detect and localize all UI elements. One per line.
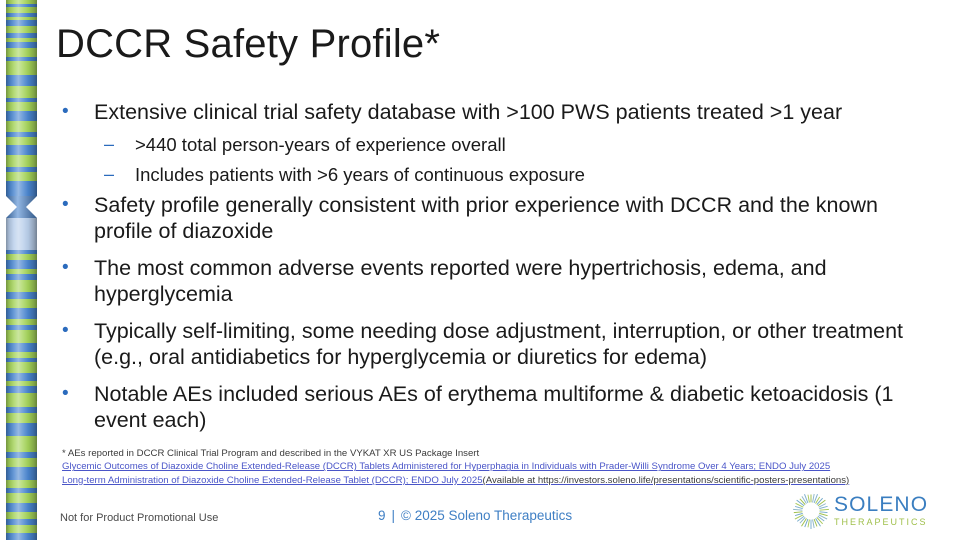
reference-link-1[interactable]: Glycemic Outcomes of Diazoxide Choline Extended-Release (DCCR) Tablets Administered for Hyperphagia in Individuals with Prader-Willi Syndrome Over 4 Years; ENDO July 2025: [62, 461, 831, 473]
accent-bar-stripe: [6, 330, 37, 343]
availability-text: (Available at https://investors.soleno.life/presentations/scientific-posters-presentations): [482, 474, 850, 486]
sub-bullet-item: [56, 132, 908, 157]
notch-wedge-left: [6, 196, 17, 218]
accent-bar-stripe: [6, 155, 37, 167]
accent-bar-stripe: [6, 393, 37, 407]
footnotes-block: [62, 447, 952, 487]
accent-bar-stripe: [6, 137, 37, 145]
soleno-sunburst-mark: [793, 493, 829, 529]
accent-bar-stripe: [6, 503, 37, 512]
page-number: 9: [378, 508, 386, 523]
bullet-list: [56, 99, 908, 444]
footer-copyright: © 2025 Soleno Therapeutics: [401, 508, 573, 523]
accent-bar-stripe: [6, 260, 37, 269]
footer-disclaimer: Not for Product Promotional Use: [60, 512, 219, 524]
accent-bar-stripe: [6, 373, 37, 381]
bullet-item: [56, 318, 908, 370]
logo-sub-text: THERAPEUTICS: [834, 517, 928, 527]
accent-bar-stripe: [6, 299, 37, 308]
accent-bar-stripe: [6, 423, 37, 436]
accent-bar-stripe: [6, 75, 37, 86]
accent-bar-stripe: [6, 308, 37, 319]
accent-bar-stripe: [6, 181, 37, 196]
bullet-marker-icon: •: [62, 194, 69, 215]
accent-bar-stripe: [6, 172, 37, 181]
bullet-text: Safety profile generally consistent with prior experience with DCCR and the known profile of diazoxide: [94, 193, 878, 243]
reference-link-2[interactable]: [62, 474, 952, 487]
bullet-text: >440 total person-years of experience overall: [135, 134, 506, 155]
accent-bar-stripe: [6, 26, 37, 33]
accent-bar-stripe: [6, 292, 37, 299]
bullet-marker-icon: •: [62, 383, 69, 404]
accent-bar-stripe: [6, 362, 37, 373]
accent-bar-stripe: [6, 458, 37, 467]
bullet-item: [56, 192, 908, 244]
footnote-asterisk: * AEs reported in DCCR Clinical Trial Program and described in the VYKAT XR US Package Insert: [62, 448, 480, 459]
bullet-item: [56, 255, 908, 307]
accent-bar-stripe: [6, 436, 37, 452]
accent-bar-stripe: [6, 467, 37, 480]
bullet-text: Extensive clinical trial safety database with >100 PWS patients treated >1 year: [94, 100, 843, 124]
accent-bar-stripe: [6, 343, 37, 352]
footer-separator: |: [391, 508, 396, 523]
accent-bar-stripe: [6, 280, 37, 292]
dash-marker-icon: –: [104, 164, 115, 184]
accent-bar-stripe: [6, 121, 37, 132]
bullet-marker-icon: •: [62, 101, 69, 122]
dash-marker-icon: –: [104, 134, 115, 154]
accent-bar-stripe: [6, 145, 37, 155]
accent-bar-stripe: [6, 512, 37, 519]
bullet-item: [56, 381, 908, 433]
soleno-logo: [793, 492, 933, 532]
accent-bar-notch: [6, 196, 37, 218]
accent-bar-stripe: [6, 480, 37, 488]
notch-wedge-right: [26, 196, 37, 218]
accent-bar-stripe: [6, 218, 37, 250]
bullet-marker-icon: •: [62, 320, 69, 341]
accent-bar-stripe: [6, 102, 37, 111]
footer-pagination: [378, 508, 572, 523]
bullet-marker-icon: •: [62, 257, 69, 278]
page-title: DCCR Safety Profile*: [56, 22, 441, 66]
accent-bar-stripe: [6, 111, 37, 121]
bullet-text: Notable AEs included serious AEs of erythema multiforme & diabetic ketoacidosis (1 event each): [94, 382, 894, 432]
bullet-item: [56, 99, 908, 125]
logo-main-text: SOLENO: [834, 493, 929, 516]
bullet-text: The most common adverse events reported were hypertrichosis, edema, and hyperglycemia: [94, 256, 827, 306]
accent-bar-stripe: [6, 533, 37, 540]
accent-bar-stripe: [6, 61, 37, 75]
accent-bar-stripe: [6, 386, 37, 393]
accent-bar-stripe: [6, 86, 37, 98]
bullet-text: Typically self-limiting, some needing dose adjustment, interruption, or other treatment (e.g., oral antidiabetics for hyperglycemia or diuretics for edema): [94, 319, 904, 369]
accent-bar-stripe: [6, 525, 37, 533]
accent-bar-stripe: [6, 413, 37, 423]
sub-bullet-item: [56, 162, 908, 187]
accent-bar-stripe: [6, 493, 37, 503]
reference-link-2-text[interactable]: Long-term Administration of Diazoxide Choline Extended-Release Tablet (DCCR); ENDO July 2025: [62, 474, 483, 486]
bullet-text: Includes patients with >6 years of continuous exposure: [135, 164, 585, 185]
soleno-wordmark: [834, 494, 928, 528]
striped-accent-bar: [6, 0, 37, 540]
accent-bar-stripe: [6, 48, 37, 57]
